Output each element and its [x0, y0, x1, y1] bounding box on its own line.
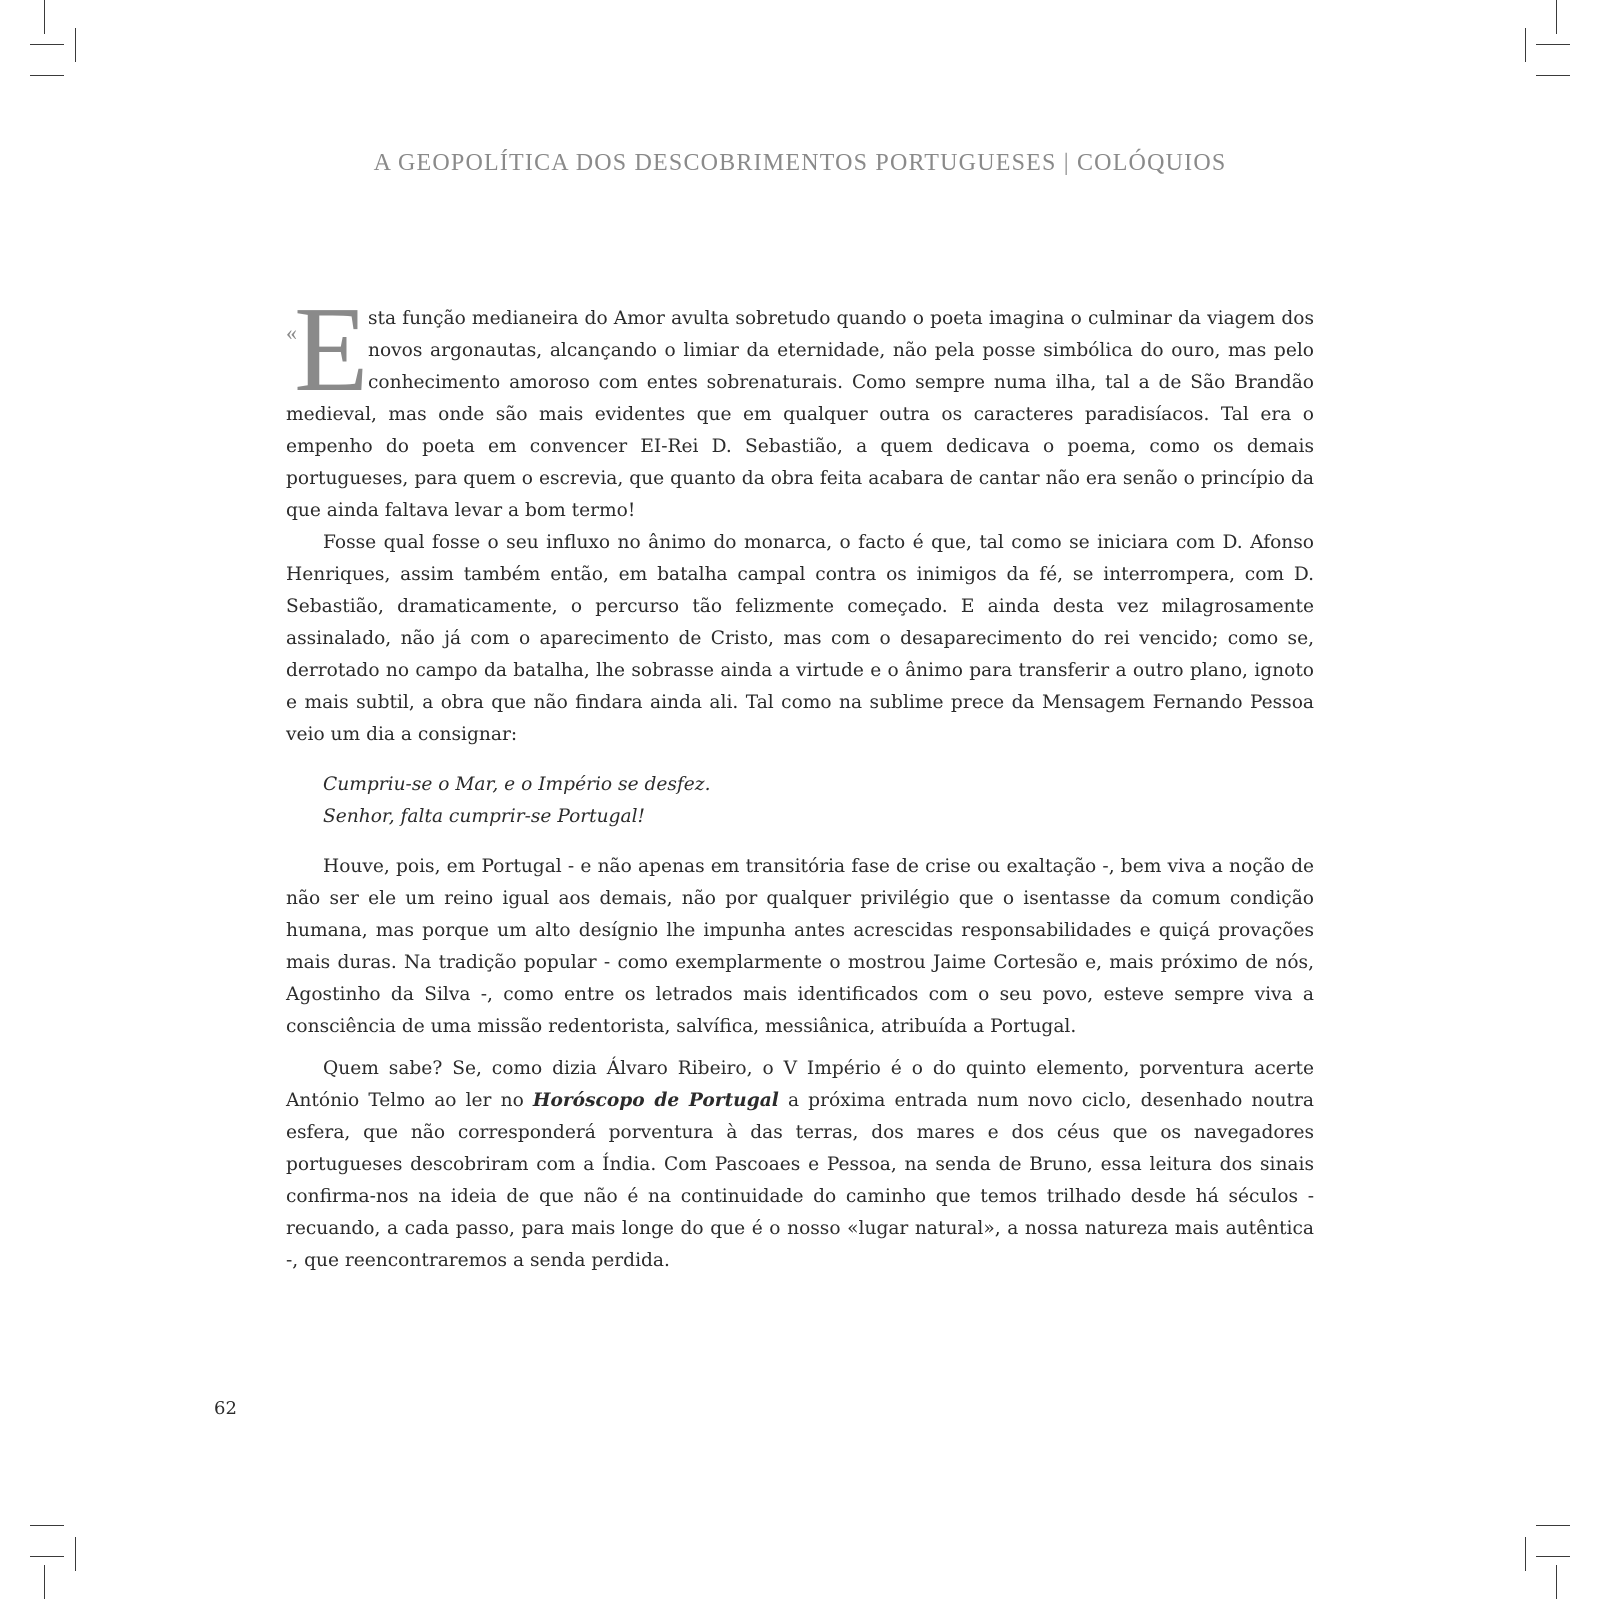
crop-mark	[30, 44, 64, 45]
crop-mark	[1556, 0, 1557, 34]
crop-mark	[44, 1565, 45, 1599]
crop-mark	[75, 1537, 76, 1571]
crop-mark	[1525, 28, 1526, 62]
running-title: A GEOPOLÍTICA DOS DESCOBRIMENTOS PORTUGUESES | COLÓQUIOS	[373, 150, 1227, 176]
paragraph-3: Houve, pois, em Portugal - e não apenas em transitória fase de crise ou exaltação -, bem viva a noção de não ser ele um reino igual aos demais, não por qualquer privilégio que o isentasse da comum condição humana, mas porque um alto desígnio lhe impunha antes acrescidas responsabilidades e quiçá provações mais duras. Na tradição popular - como exemplarmente o mostrou Jaime Cortesão e, mais próximo de nós, Agostinho da Silva -, como entre os letrados mais identificados com o seu povo, esteve sempre viva a consciência de uma missão redentorista, salvífica, messiânica, atribuída a Portugal.	[286, 856, 1314, 1037]
crop-mark	[1536, 1556, 1570, 1557]
crop-mark	[30, 1556, 64, 1557]
crop-mark	[75, 28, 76, 62]
crop-mark	[30, 1525, 64, 1526]
crop-mark	[30, 75, 64, 76]
crop-mark	[1536, 44, 1570, 45]
paragraph-2: Fosse qual fosse o seu influxo no ânimo do monarca, o facto é que, tal como se iniciara com D. Afonso Henriques, assim também então, em batalha campal contra os inimigos da fé, se interrompera, com D. Sebastião, dramaticamente, o percurso tão felizmente começado. E ainda desta vez milagrosamente assinalado, não já com o aparecimento de Cristo, mas com o desaparecimento do rei vencido; como se, derrotado no campo da batalha, lhe sobrasse ainda a virtude e o ânimo para transferir a outro plano, ignoto e mais subtil, a obra que não findara ainda ali. Tal como na sublime prece da Mensagem Fernando Pessoa veio um dia a consignar:	[286, 532, 1314, 745]
page-number: 62	[214, 1398, 237, 1419]
drop-cap-letter: E	[294, 282, 369, 417]
paragraph-1-text: sta função medianeira do Amor avulta sobretudo quando o poeta imagina o culminar da viagem dos novos argonautas, alcançando o limiar da eternidade, não pela posse simbólica do ouro, mas pelo conhecimento amoroso com entes sobrenaturais. Como sempre numa ilha, tal a de São Brandão medieval, mas onde são mais evidentes que em qualquer outra os caracteres paradisíacos. Tal era o empenho do poeta em convencer EI-Rei D. Sebastião, a quem dedicava o poema, como os demais portugueses, para quem o escrevia, que quanto da obra feita acabara de cantar não era senão o princípio da que ainda faltava levar a bom termo!	[286, 308, 1314, 521]
crop-mark	[44, 0, 45, 34]
crop-mark	[1536, 75, 1570, 76]
paragraph-4	[286, 1053, 1314, 1277]
crop-mark	[1536, 1525, 1570, 1526]
crop-mark	[1525, 1537, 1526, 1571]
verse-quote	[323, 769, 1314, 833]
paragraph-1	[286, 282, 1314, 527]
drop-cap	[286, 282, 369, 417]
paragraph-4-start: Quem sabe? Se, como dizia Álvaro Ribeiro, o V Império é o do quinto elemento, porventura acerte António Telmo ao ler no	[286, 1058, 1314, 1111]
paragraph-4-end: a próxima entrada num novo ciclo, desenhado noutra esfera, que não corresponderá porventura à das terras, dos mares e dos céus que os navegadores portugueses descobriram com a Índia. Com Pascoaes e Pessoa, na senda de Bruno, essa leitura dos sinais confirma-nos na ideia de que não é na continuidade do caminho que temos trilhado desde há séculos - recuando, a cada passo, para mais longe do que é o nosso «lugar natural», a nossa natureza mais autêntica -, que reencontraremos a senda perdida.	[286, 1090, 1314, 1271]
article-body	[286, 282, 1314, 1277]
verse-line: Cumpriu-se o Mar, e o Império se desfez.	[323, 774, 711, 795]
book-title: Horóscopo de Portugal	[532, 1090, 779, 1111]
opening-quote: «	[286, 320, 297, 345]
verse-line: Senhor, falta cumprir-se Portugal!	[323, 806, 646, 827]
crop-mark	[1556, 1565, 1557, 1599]
